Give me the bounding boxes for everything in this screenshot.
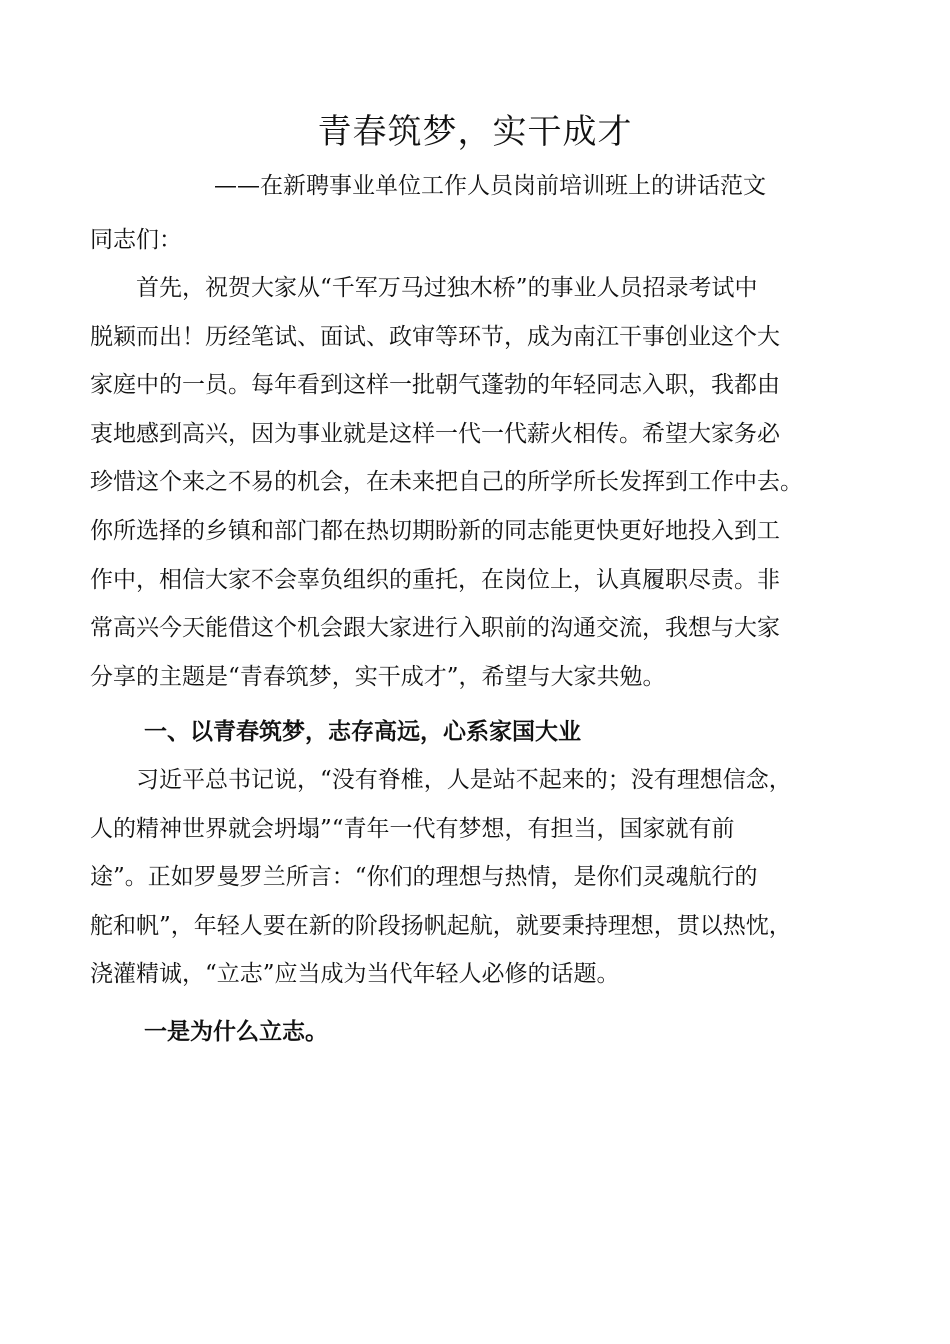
paragraph-line: 首先，祝贺大家从“千军万马过独木桥”的事业人员招录考试中 bbox=[90, 275, 758, 301]
document-subtitle: ——在新聘事业单位工作人员岗前培训班上的讲话范文 bbox=[214, 173, 766, 199]
paragraph-line: 脱颖而出！历经笔试、面试、政审等环节，成为南江干事创业这个大 bbox=[90, 323, 780, 350]
paragraph-line: 珍惜这个来之不易的机会，在未来把自己的所学所长发挥到工作中去。 bbox=[90, 469, 803, 496]
paragraph-line: 作中，相信大家不会辜负组织的重托，在岗位上，认真履职尽责。非 bbox=[90, 566, 780, 593]
paragraph-line: 浇灌精诚，“立志”应当成为当代年轻人必修的话题。 bbox=[90, 961, 620, 988]
paragraph-line: 途”。正如罗曼罗兰所言：“你们的理想与热情，是你们灵魂航行的 bbox=[90, 864, 758, 891]
paragraph-line: 你所选择的乡镇和部门都在热切期盼新的同志能更快更好地投入到工 bbox=[90, 517, 780, 544]
paragraph-1 bbox=[90, 264, 803, 701]
paragraph-line: 衷地感到高兴，因为事业就是这样一代一代薪火相传。希望大家务必 bbox=[90, 420, 780, 447]
document-title: 青春筑梦，实干成才 bbox=[317, 112, 633, 152]
paragraph-line: 分享的主题是“青春筑梦，实干成才”，希望与大家共勉。 bbox=[90, 663, 666, 690]
salutation: 同志们： bbox=[90, 227, 182, 253]
paragraph-line: 习近平总书记说，“没有脊椎，人是站不起来的；没有理想信念， bbox=[90, 767, 792, 793]
section-heading-2: 一是为什么立志。 bbox=[144, 1019, 328, 1045]
paragraph-2 bbox=[90, 756, 792, 999]
paragraph-line: 家庭中的一员。每年看到这样一批朝气蓬勃的年轻同志入职，我都由 bbox=[90, 372, 780, 399]
paragraph-line: 人的精神世界就会坍塌”“青年一代有梦想，有担当，国家就有前 bbox=[90, 815, 735, 842]
paragraph-line: 常高兴今天能借这个机会跟大家进行入职前的沟通交流，我想与大家 bbox=[90, 615, 780, 642]
section-heading-1: 一、以青春筑梦，志存高远，心系家国大业 bbox=[144, 719, 581, 745]
paragraph-line: 舵和帆”，年轻人要在新的阶段扬帆起航，就要秉持理想，贯以热忱， bbox=[90, 912, 792, 939]
